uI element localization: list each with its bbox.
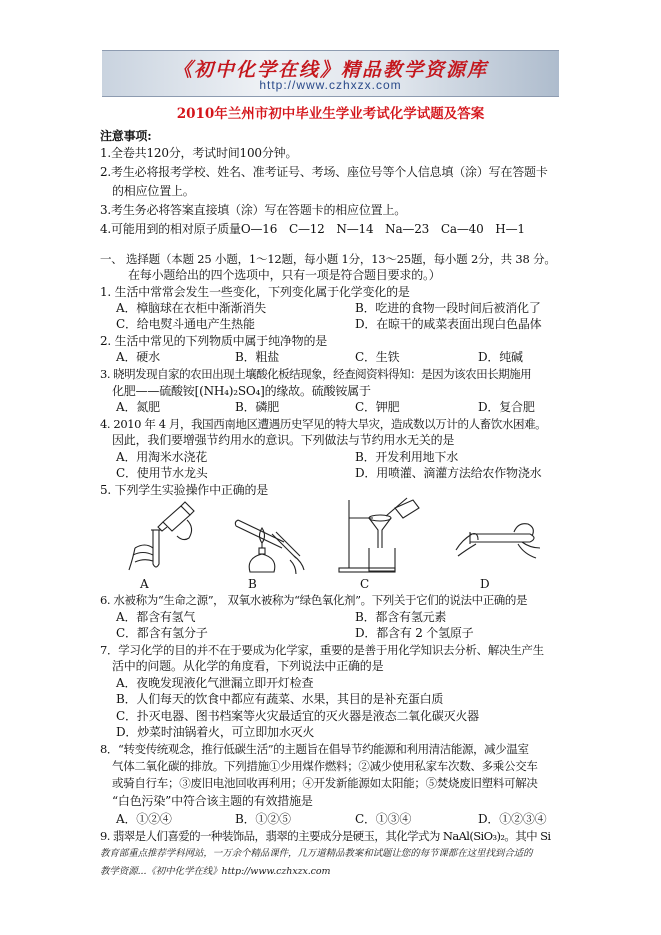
option-d: D．①②③④: [478, 812, 547, 826]
question-stem: 9. 翡翠是人们喜爱的一种装饰品，翡翠的主要成分是硬玉，其化学式为 NaAl(SiO₃)₂。其中 Si: [100, 829, 551, 843]
option-c: C．给电熨斗通电产生热能: [116, 317, 255, 331]
question-stem-line: 因此，我们要增强节约用水的意识。下列做法与节约用水无关的是: [112, 433, 455, 447]
option-a: A．氮肥: [116, 400, 160, 414]
option-d: D．都含有 2 个氢原子: [355, 626, 474, 640]
section-heading: 一、 选择题（本题 25 小题，1～12题，每小题 1分，13～25题，每小题 2分，共 38 分。: [100, 252, 556, 266]
option-d: D．复合肥: [478, 400, 535, 414]
footer-line: 教学资源...《初中化学在线》http://www.czhxzx.com: [100, 866, 331, 877]
site-banner: [102, 50, 559, 97]
option-b: B．人们每天的饮食中都应有蔬菜、水果，其目的是补充蛋白质: [116, 692, 444, 706]
figure-label-c: C: [360, 577, 369, 591]
banner-title: 《初中化学在线》精品教学资源库: [172, 59, 488, 81]
note-line: 3.考生务必将答案直接填（涂）写在答题卡的相应位置上。: [100, 203, 407, 217]
option-c: C．①③④: [355, 812, 412, 826]
heating-test-tube-illustration: [232, 500, 307, 576]
option-c: C．使用节水龙头: [116, 466, 208, 480]
question-stem-line: 化肥——硫酸铵[(NH₄)₂SO₄]的缘故。硫酸铵属于: [112, 384, 371, 398]
option-b: B．都含有氢元素: [355, 610, 447, 624]
question-stem: 3. 晓明发现自家的农田出现土壤酸化板结现象，经查阅资料得知：是因为该农田长期施用: [100, 367, 532, 381]
question-stem: 5. 下列学生实验操作中正确的是: [100, 483, 269, 497]
banner-url: http://www.czhxzx.com: [259, 78, 402, 92]
option-d: D．纯碱: [478, 350, 523, 364]
option-c: C．扑灭电器、图书档案等火灾最适宜的灭火器是液态二氧化碳灭火器: [116, 709, 479, 723]
option-b: B．磷肥: [235, 400, 280, 414]
note-line: 2.考生必将报考学校、姓名、准考证号、考场、座位号等个人信息填（涂）写在答题卡: [100, 165, 548, 179]
question-stem: 6. 水被称为“生命之源”， 双氧水被称为“绿色氧化剂”。下列关于它们的说法中正确的是: [100, 593, 528, 607]
option-a: A．都含有氢气: [116, 610, 196, 624]
option-b: B．①②⑤: [235, 812, 291, 826]
option-a: A．夜晚发现液化气泄漏立即开灯检查: [116, 676, 314, 690]
shaking-test-tube-illustration: [452, 510, 544, 566]
option-d: D．用喷灌、滴灌方法给农作物浇水: [355, 466, 542, 480]
option-a: A．用淘米水浇花: [116, 450, 208, 464]
filtration-illustration: [333, 496, 425, 576]
option-a: A．①②④: [116, 812, 172, 826]
question-stem-line: “白色污染”中符合该主题的有效措施是: [112, 794, 313, 808]
notes-heading: 注意事项:: [100, 129, 152, 143]
option-b: B．吃进的食物一段时间后被消化了: [355, 301, 541, 315]
question-stem: 2. 生活中常见的下列物质中属于纯净物的是: [100, 334, 328, 348]
figure-label-a: A: [140, 577, 149, 591]
pouring-liquid-illustration: [125, 498, 200, 574]
note-line: 的相应位置上。: [112, 184, 195, 198]
figure-label-d: D: [480, 577, 490, 591]
option-c: C．钾肥: [355, 400, 400, 414]
question-stem: 7．学习化学的目的并不在于要成为化学家，重要的是善于用化学知识去分析、解决生产生: [100, 643, 544, 657]
question-stem: 8．“转变传统观念，推行低碳生活”的主题旨在倡导节约能源和利用清洁能源，减少温室: [100, 742, 529, 756]
note-line: 1.全卷共120分，考试时间100分钟。: [100, 146, 298, 160]
note-line: 4.可能用到的相对原子质量O—16 C—12 N—14 Na—23 Ca—40 H—1: [100, 222, 525, 236]
section-heading-line: 在每小题给出的四个选项中，只有一项是符合题目要求的。）: [128, 268, 441, 282]
option-c: C．都含有氢分子: [116, 626, 208, 640]
question-stem-line: 气体二氧化碳的排放。下列措施①少用煤作燃料；②减少使用私家车次数、多乘公交车: [112, 759, 538, 773]
question-stem-line: 活中的问题。从化学的角度看，下列说法中正确的是: [112, 659, 384, 673]
option-a: A．硬水: [116, 350, 160, 364]
option-c: C．生铁: [355, 350, 400, 364]
option-a: A．樟脑球在衣柜中渐渐消失: [116, 301, 267, 315]
question-stem: 4. 2010 年 4 月，我国西南地区遭遇历史罕见的特大旱灾，造成数以万计的人畜饮水困难。: [100, 417, 547, 431]
option-d: D．炒菜时油锅着火，可立即加水灭火: [116, 725, 315, 739]
exam-title: 2010年兰州市初中毕业生学业考试化学试题及答案: [176, 106, 485, 122]
option-d: D．在晾干的咸菜表面出现白色晶体: [355, 317, 542, 331]
figure-label-b: B: [248, 577, 257, 591]
footer-line: 教育部重点推荐学科网站，一万余个精品课件，几万道精品教案和试题让您的每节课都在这里找到合适的: [100, 848, 533, 859]
option-b: B．粗盐: [235, 350, 280, 364]
question-stem-line: 或骑自行车；③废旧电池回收再利用；④开发新能源如太阳能；⑤焚烧废旧塑料可解决: [112, 776, 538, 790]
option-b: B．开发利用地下水: [355, 450, 459, 464]
question-stem: 1. 生活中常常会发生一些变化，下列变化属于化学变化的是: [100, 285, 410, 299]
